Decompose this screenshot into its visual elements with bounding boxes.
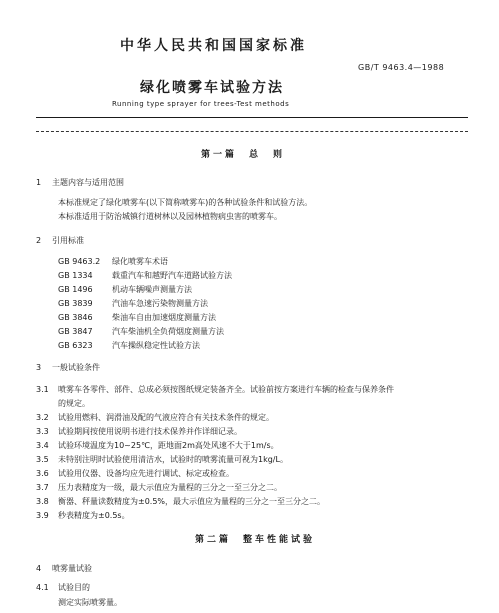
reference-item [58, 270, 232, 281]
section-number: 2 [36, 236, 42, 245]
clause-number: 3.3 [36, 427, 49, 436]
clause-text: 试验用燃料、润滑油及配的气液应符合有关技术条件的规定。 [58, 413, 274, 422]
section-1-line-1: 本标准规定了绿化喷雾车(以下简称喷雾车)的各种试验条件和试验方法。 [58, 198, 313, 207]
subsection-text: 测定实际喷雾量。 [58, 598, 122, 607]
reference-item [58, 256, 168, 267]
clause-item [36, 482, 282, 493]
reference-name: 机动车辆噪声测量方法 [112, 285, 192, 294]
clause-number: 3.1 [36, 385, 49, 394]
clause-number: 3.6 [36, 469, 49, 478]
subsection-number: 4.1 [36, 583, 49, 592]
subsection-heading [36, 582, 90, 593]
clause-item [36, 412, 274, 423]
clause-text: 衡器、秤量读数精度为±0.5%，最大示值应为量程的三分之一至三分之二。 [58, 497, 326, 506]
part-two-heading: 第二篇 整车性能试验 [195, 535, 316, 545]
section-number: 1 [36, 178, 42, 187]
section-number: 4 [36, 564, 42, 573]
standard-code: GB/T 9463.4—1988 [358, 63, 445, 72]
reference-code: GB 9463.2 [58, 257, 101, 266]
clause-item [36, 510, 130, 521]
reference-item [58, 298, 208, 309]
section-title: 主题内容与适用范围 [52, 178, 124, 187]
clause-item [36, 440, 279, 451]
clause-text: 喷雾车各零件、部件、总成必须按图纸规定装备齐全。试验前按方案进行车辆的检查与保养条件 [58, 385, 394, 394]
clause-item [36, 426, 242, 437]
reference-code: GB 6323 [58, 341, 93, 350]
reference-name: 绿化喷雾车术语 [112, 257, 168, 266]
reference-code: GB 3839 [58, 299, 93, 308]
reference-name: 汽油车急速污染物测量方法 [112, 299, 208, 308]
clause-number: 3.2 [36, 413, 49, 422]
section-title: 喷雾量试验 [52, 564, 92, 573]
reference-name: 汽车操纵稳定性试验方法 [112, 341, 200, 350]
reference-item [58, 340, 200, 351]
clause-number: 3.8 [36, 497, 49, 506]
clause-item [36, 384, 394, 395]
section-number: 3 [36, 363, 42, 372]
section-3-heading [36, 362, 100, 373]
clause-number: 3.4 [36, 441, 49, 450]
document-title-english: Running type sprayer for trees-Test methods [112, 100, 290, 108]
reference-item [58, 326, 224, 337]
clause-text: 试验期间按使用说明书进行技术保养并作详细记录。 [58, 427, 242, 436]
clause-text: 试验用仪器、设备均应先进行调试、标定或检查。 [58, 469, 234, 478]
reference-code: GB 1334 [58, 271, 93, 280]
reference-item [58, 284, 192, 295]
reference-code: GB 3846 [58, 313, 93, 322]
reference-name: 柴油车自由加速烟度测量方法 [112, 313, 216, 322]
clause-text: 试验环境温度为10~25℃，距地面2m高处风速不大于1m/s。 [58, 441, 279, 450]
clause-item [36, 468, 234, 479]
section-title: 引用标准 [52, 236, 84, 245]
section-1-line-2: 本标准适用于防治城镇行道树林以及园林植物病虫害的喷雾车。 [58, 212, 282, 221]
reference-code: GB 1496 [58, 285, 93, 294]
section-2-heading [36, 235, 84, 246]
part-one-heading: 第一篇 总 则 [201, 150, 286, 160]
clause-item [36, 496, 325, 507]
reference-name: 汽车柴油机全负荷烟度测量方法 [112, 327, 224, 336]
clause-text: 未特别注明时试验使用清洁水，试验时的喷雾流量可视为1kg/L。 [58, 455, 288, 464]
reference-name: 载重汽车和越野汽车道路试验方法 [112, 271, 232, 280]
top-rule [36, 117, 468, 118]
section-4-heading [36, 563, 92, 574]
section-title: 一般试验条件 [52, 363, 100, 372]
section-1-heading [36, 177, 124, 188]
document-title: 绿化喷雾车试验方法 [140, 80, 284, 96]
clause-text: 秒表精度为±0.5s。 [58, 511, 130, 520]
top-dashed-rule [36, 131, 468, 132]
clause-item [36, 454, 288, 465]
clause-number: 3.5 [36, 455, 49, 464]
clause-number: 3.9 [36, 511, 49, 520]
reference-item [58, 312, 216, 323]
clause-number: 3.7 [36, 483, 49, 492]
clause-text: 压力表精度为一级，最大示值应为量程的三分之一至三分之二。 [58, 483, 282, 492]
clause-continuation [36, 398, 90, 409]
subsection-title: 试验目的 [58, 583, 90, 592]
standard-org-heading: 中华人民共和国国家标准 [120, 38, 307, 54]
reference-code: GB 3847 [58, 327, 93, 336]
clause-text: 的规定。 [58, 399, 90, 408]
